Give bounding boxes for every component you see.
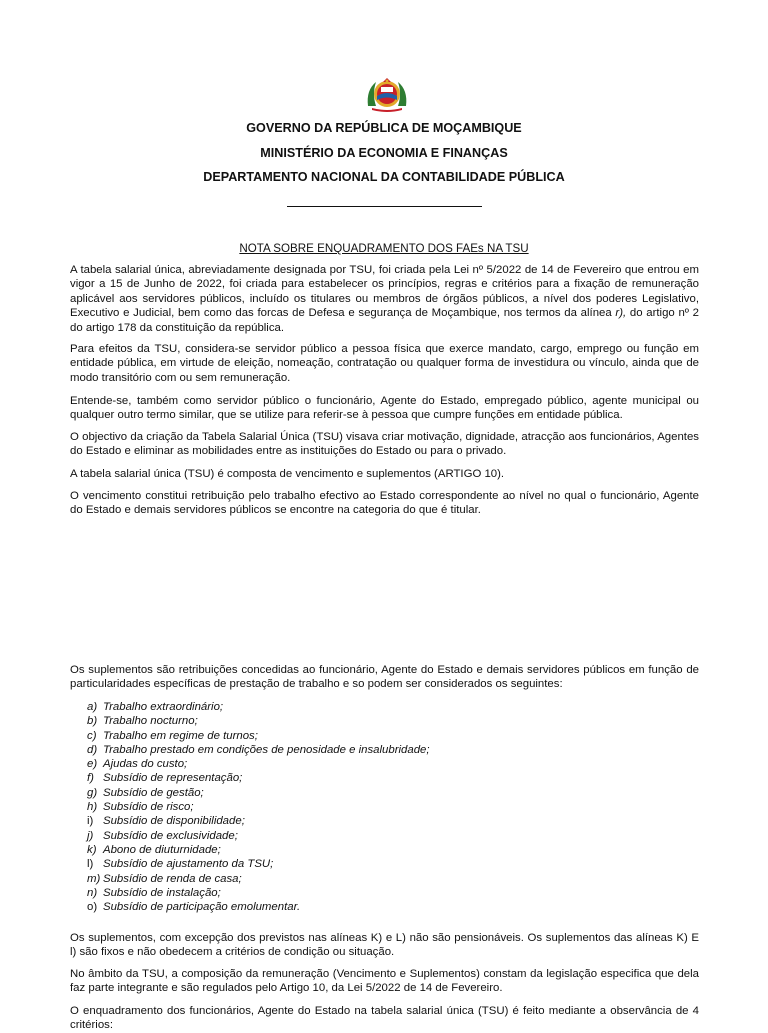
header-government: GOVERNO DA REPÚBLICA DE MOÇAMBIQUE [246, 121, 522, 135]
list-marker: g) [87, 786, 98, 799]
supplements-list [87, 700, 430, 914]
paragraph-salary: O vencimento constitui retribuição pelo trabalho efectivo ao Estado correspondente ao nível no qual o funcionário, Agente do Estado e demais servidores públicos se encontre na categoria do que é titular. [70, 490, 699, 517]
list-marker: a) [87, 701, 98, 713]
list-item [87, 843, 430, 857]
paragraph-supplements: Os suplementos são retribuições concedidas ao funcionário, Agente do Estado e demais servidores públicos em função de particularidades específicas de prestação de trabalho e so podem ser considerados os seguintes: [70, 664, 699, 691]
list-marker: o) [87, 901, 98, 914]
list-text: Subsídio de exclusividade; [103, 829, 238, 842]
list-item [87, 786, 430, 800]
paragraph-text: A tabela salarial única, abreviadamente designada por TSU, foi criada pela Lei nº 5/2022 de 14 de Fevereiro que entrou em vigor a 15 de Junho de 2022, foi criada para estabelecer os princípios, regras e critérios para a fixação de remuneração aplicável aos servidores públicos, incluído os titulares ou membros de órgãos públicos, a nível dos poderes Legislativo, Executivo e Judicial, bem como das forcas de Defesa e segurança de Moçambique, nos termos da alínea [70, 264, 699, 320]
list-item [87, 729, 430, 743]
list-text: Trabalho prestado em condições de penosidade e insalubridade; [103, 743, 430, 756]
document-title: NOTA SOBRE ENQUADRAMENTO DOS FAEs NA TSU [239, 242, 529, 255]
paragraph-public-servant-also: Entende-se, também como servidor público o funcionário, Agente do Estado, empregado público, agente municipal ou qualquer outro termo similar, que se utilize para referir-se à pessoa que cumpre funções em entidade pública. [70, 395, 699, 422]
list-text: Abono de diuturnidade; [103, 843, 221, 856]
paragraph-public-servant: Para efeitos da TSU, considera-se servidor público a pessoa física que exerce mandato, cargo, emprego ou função em entidade pública, em virtude de eleição, nomeação, contratação ou qualquer forma de investidura ou vínculo, ainda que de modo transitório com ou sem remuneração. [70, 343, 699, 384]
paragraph-objective: O objectivo da criação da Tabela Salarial Única (TSU) visava criar motivação, dignidade, atracção aos funcionários, Agentes do Estado e eliminar as mobilidades entre as instituições do Estado ou para o privado. [70, 431, 699, 458]
paragraph-pensionable: Os suplementos, com excepção dos previstos nas alíneas K) e L) não são pensionáveis. Os suplementos das alíneas K) E l) são fixos e não obedecem a critérios de condição ou situação. [70, 932, 699, 959]
list-text: Subsídio de participação emolumentar. [103, 901, 301, 914]
list-marker: f) [87, 772, 94, 785]
header-department: DEPARTAMENTO NACIONAL DA CONTABILIDADE PÚBLICA [203, 170, 565, 184]
list-marker: b) [87, 715, 98, 728]
list-text: Trabalho em regime de turnos; [103, 729, 258, 742]
list-item [87, 771, 430, 785]
paragraph-text-italic: r), [615, 307, 627, 320]
header-divider [287, 206, 482, 207]
list-marker: k) [87, 843, 97, 856]
list-text: Subsídio de risco; [103, 801, 194, 814]
list-text: Subsídio de gestão; [103, 786, 204, 799]
header-ministry: MINISTÉRIO DA ECONOMIA E FINANÇAS [260, 146, 508, 160]
paragraph-composition: A tabela salarial única (TSU) é composta de vencimento e suplementos (ARTIGO 10). [70, 468, 505, 480]
list-text: Ajudas do custo; [103, 758, 188, 771]
list-marker: h) [87, 801, 98, 814]
list-marker: n) [87, 886, 98, 899]
list-text: Subsídio de disponibilidade; [103, 815, 245, 828]
list-marker: d) [87, 743, 98, 756]
list-item [87, 829, 430, 843]
list-marker: i) [87, 815, 94, 828]
list-marker: m) [87, 872, 101, 885]
paragraph-tsu-definition [70, 263, 699, 335]
list-item [87, 757, 430, 771]
list-item [87, 714, 430, 728]
paragraph-text: do artigo nº 2 do artigo 178 da constituição da república. [70, 307, 699, 334]
list-text: Subsídio de ajustamento da TSU; [103, 858, 274, 871]
list-item [87, 872, 430, 886]
list-text: Subsídio de representação; [103, 772, 243, 785]
list-item [87, 700, 430, 714]
list-text: Subsídio de renda de casa; [103, 872, 242, 885]
list-marker: l) [87, 858, 94, 871]
list-item [87, 743, 430, 757]
list-text: Trabalho extraordinário; [103, 701, 224, 713]
list-text: Subsídio de instalação; [103, 886, 221, 899]
list-marker: j) [87, 829, 94, 842]
list-item [87, 800, 430, 814]
list-item [87, 857, 430, 871]
list-item [87, 814, 430, 828]
list-item [87, 886, 430, 900]
list-marker: e) [87, 758, 98, 771]
paragraph-remuneration: No âmbito da TSU, a composição da remuneração (Vencimento e Suplementos) constam da legislação especifica que dela faz parte integrante e são regulados pelo Artigo 10, da Lei 5/2022 de 14 de Fevereiro. [70, 968, 699, 995]
list-item [87, 900, 430, 914]
mozambique-coat-of-arms-icon [364, 76, 410, 112]
paragraph-framework: O enquadramento dos funcionários, Agente do Estado na tabela salarial única (TSU) é feito mediante a observância de 4 critérios: [70, 1005, 699, 1032]
list-text: Trabalho nocturno; [103, 715, 198, 728]
list-marker: c) [87, 729, 97, 742]
